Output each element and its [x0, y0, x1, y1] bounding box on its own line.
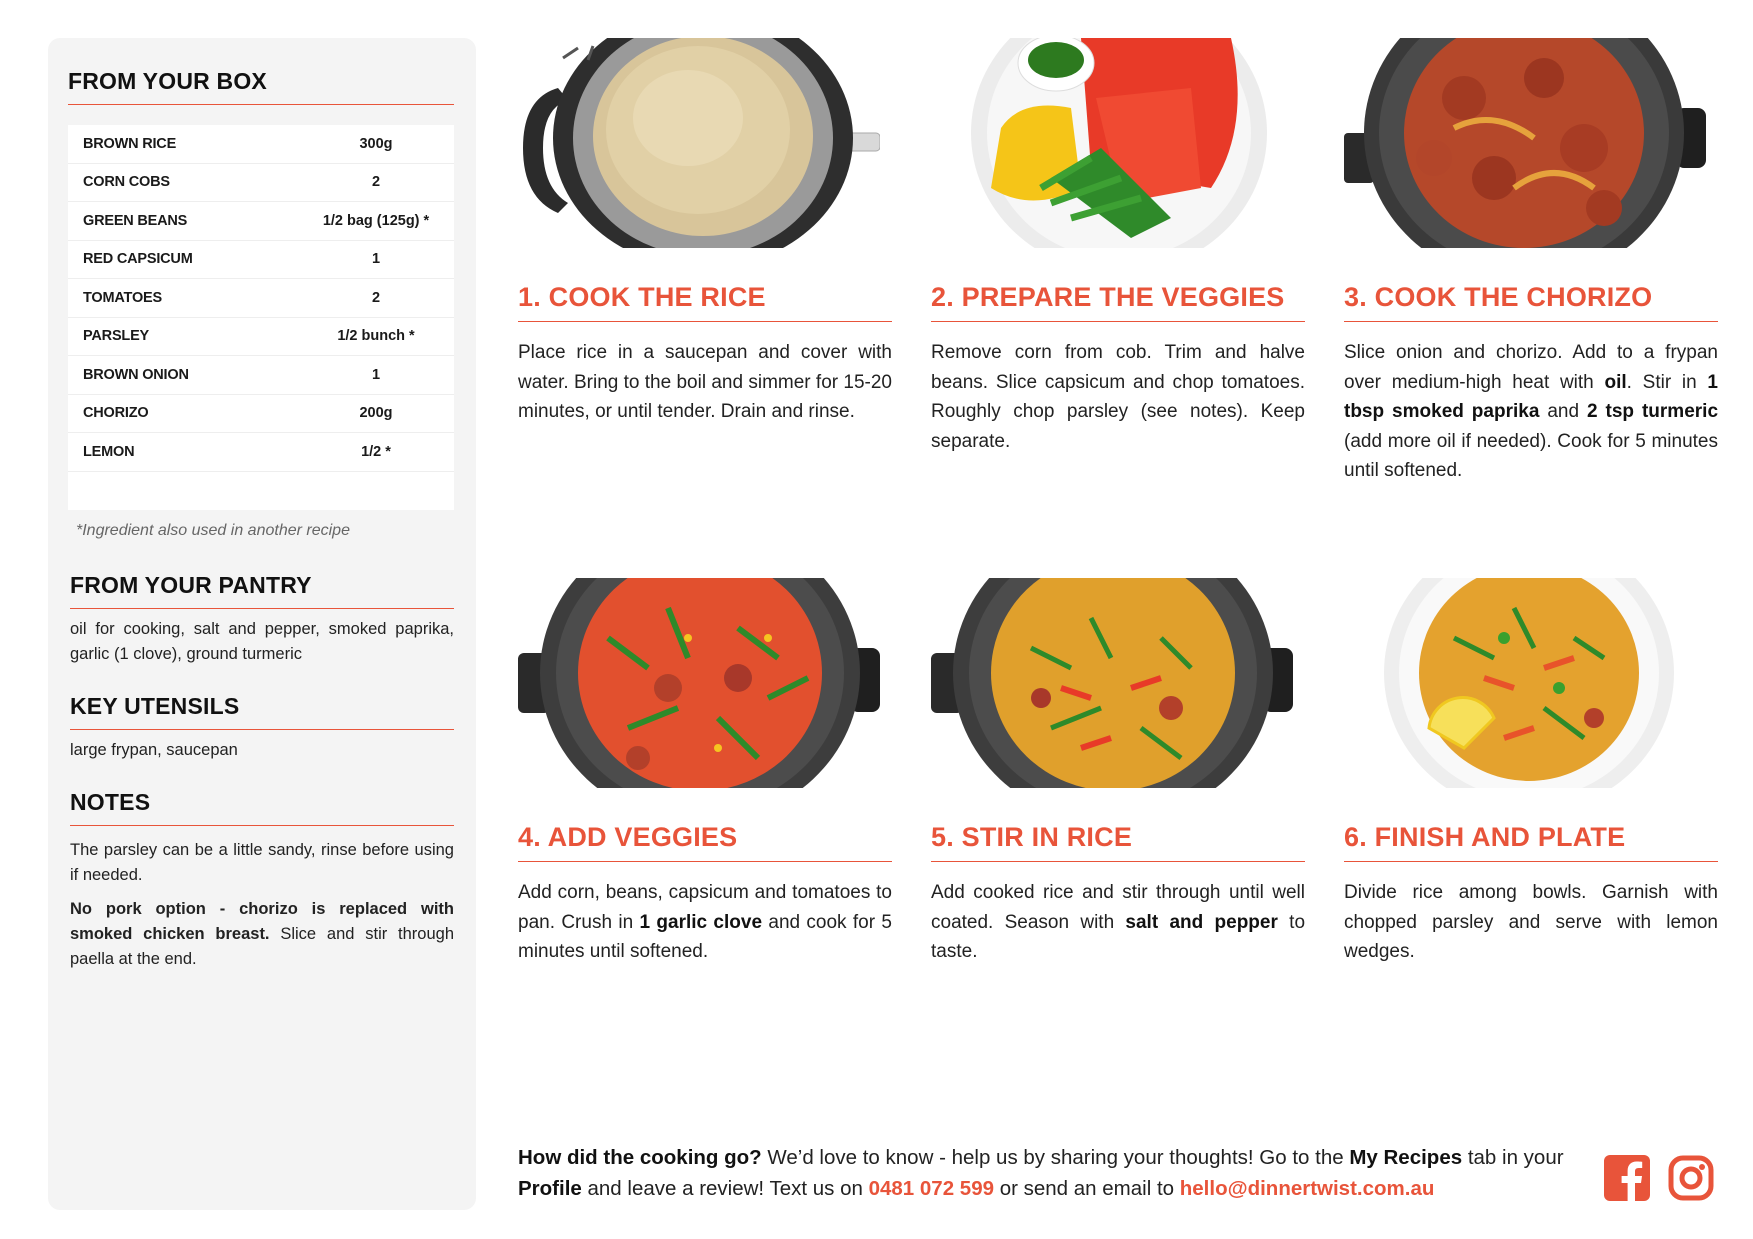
- step-3-text-part: (add more oil if needed). Cook for 5 minutes until softened.: [1344, 430, 1718, 481]
- step-3-text-part: and: [1539, 401, 1588, 422]
- step-6-photo: [1344, 578, 1706, 788]
- step-1-text: Place rice in a saucepan and cover with water. Bring to the boil and simmer for 15-20 minutes, or until tender. Drain and rinse.: [518, 342, 892, 422]
- ingredient-footnote: *Ingredient also used in another recipe: [76, 521, 350, 539]
- step-3-text: [1344, 338, 1718, 486]
- rice-strainer-image: [518, 38, 880, 248]
- step-5-seasoning: salt and pepper: [1125, 911, 1278, 933]
- ingredient-row: [68, 395, 454, 434]
- feedback-text: tab in your: [1462, 1146, 1564, 1169]
- instagram-icon[interactable]: [1668, 1155, 1714, 1201]
- feedback-question: How did the cooking go?: [518, 1146, 762, 1169]
- note-no-pork: [70, 897, 454, 972]
- step-3-title: 3. COOK THE CHORIZO: [1344, 282, 1718, 322]
- ingredient-name: BROWN RICE: [83, 135, 177, 152]
- ingredient-name: BROWN ONION: [83, 366, 189, 383]
- ingredient-row: [68, 356, 454, 395]
- utensils-text: large frypan, saucepan: [70, 740, 238, 759]
- ingredient-row: [68, 279, 454, 318]
- ingredient-name: CHORIZO: [83, 405, 149, 422]
- notes-heading: NOTES: [70, 789, 454, 826]
- pantry-text: oil for cooking, salt and pepper, smoked paprika, garlic (1 clove), ground turmeric: [70, 619, 454, 663]
- step-1: [518, 38, 892, 427]
- step-3-photo: [1344, 38, 1706, 248]
- step-3-text-part: Slice onion and chorizo. Add to a frypan over medium-high heat with: [1344, 342, 1718, 393]
- ingredient-row: [68, 125, 454, 164]
- feedback-text: or send an email to: [994, 1177, 1180, 1200]
- pantry-section: [68, 572, 454, 667]
- notes-section: [68, 789, 454, 972]
- step-3-turmeric: 2 tsp turmeric: [1587, 401, 1719, 422]
- step-5: [931, 578, 1305, 967]
- box-ingredient-table: [68, 125, 454, 510]
- step-3-paprika: 1 tbsp smoked paprika: [1344, 371, 1718, 422]
- step-5-title: 5. STIR IN RICE: [931, 822, 1305, 862]
- paella-bowl-image: [1344, 578, 1706, 788]
- step-5-text: [931, 878, 1305, 967]
- utensils-section: [68, 693, 454, 763]
- veggie-pan-image: [518, 578, 880, 788]
- ingredient-name: RED CAPSICUM: [83, 251, 193, 268]
- ingredient-name: GREEN BEANS: [83, 212, 188, 229]
- step-1-photo: [518, 38, 880, 248]
- ingredient-row: [68, 433, 454, 472]
- ingredients-sidebar: [48, 38, 476, 1210]
- step-4-text-part: and cook for 5 minutes until softened.: [518, 911, 892, 962]
- chorizo-pan-image: [1344, 38, 1706, 248]
- step-2: [931, 38, 1305, 456]
- ingredient-qty: 1: [371, 251, 381, 268]
- ingredient-qty: 300g: [359, 135, 393, 152]
- ingredient-name: PARSLEY: [83, 328, 150, 345]
- step-6: [1344, 578, 1718, 967]
- step-6-title: 6. FINISH AND PLATE: [1344, 822, 1718, 862]
- step-6-text: Divide rice among bowls. Garnish with chopped parsley and serve with lemon wedges.: [1344, 882, 1718, 962]
- utensils-heading: KEY UTENSILS: [70, 693, 454, 730]
- step-2-title: 2. PREPARE THE VEGGIES: [931, 282, 1305, 322]
- paella-pan-image: [931, 578, 1293, 788]
- step-4-text-part: Add corn, beans, capsicum and tomatoes to pan. Crush in: [518, 882, 892, 933]
- ingredient-row: [68, 318, 454, 357]
- feedback-footer: [518, 1142, 1578, 1204]
- step-5-text-part: to taste.: [931, 911, 1306, 962]
- step-4-text: [518, 878, 892, 967]
- ingredient-qty: 1/2 bunch *: [337, 328, 415, 345]
- ingredient-qty: 2: [371, 289, 381, 306]
- ingredient-qty: 1/2 *: [361, 443, 391, 460]
- ingredient-qty: 1: [371, 366, 381, 383]
- ingredient-row: [68, 241, 454, 280]
- profile-label: Profile: [518, 1177, 582, 1200]
- ingredient-qty: 2: [371, 174, 381, 191]
- facebook-icon[interactable]: [1604, 1155, 1650, 1201]
- step-1-title: 1. COOK THE RICE: [518, 282, 892, 322]
- step-4-title: 4. ADD VEGGIES: [518, 822, 892, 862]
- ingredient-name: LEMON: [83, 443, 135, 460]
- step-4-photo: [518, 578, 880, 788]
- step-4-garlic: 1 garlic clove: [639, 911, 763, 933]
- my-recipes-label: My Recipes: [1349, 1146, 1463, 1169]
- ingredient-qty: 1/2 bag (125g) *: [322, 212, 430, 229]
- email-link[interactable]: hello@dinnertwist.com.au: [1179, 1177, 1435, 1200]
- phone-number[interactable]: 0481 072 599: [868, 1177, 994, 1200]
- ingredient-row-empty: [68, 472, 454, 510]
- note-no-pork-bold: No pork option - chorizo is replaced with smoked chicken breast.: [70, 899, 454, 943]
- ingredient-name: TOMATOES: [83, 289, 162, 306]
- ingredient-name: CORN COBS: [83, 174, 170, 191]
- ingredient-row: [68, 164, 454, 203]
- ingredient-row: [68, 202, 454, 241]
- note-parsley: The parsley can be a little sandy, rinse before using if needed.: [70, 840, 454, 884]
- step-5-photo: [931, 578, 1293, 788]
- step-3-text-part: . Stir in: [1626, 371, 1708, 393]
- social-links: [1604, 1155, 1714, 1201]
- feedback-text: and leave a review! Text us on: [581, 1177, 869, 1200]
- step-3: [1344, 38, 1718, 486]
- feedback-text: We’d love to know - help us by sharing your thoughts! Go to the: [761, 1146, 1350, 1169]
- veggie-plate-image: [931, 38, 1293, 248]
- pantry-heading: FROM YOUR PANTRY: [70, 572, 454, 609]
- step-3-oil: oil: [1604, 371, 1627, 393]
- ingredient-qty: 200g: [359, 405, 393, 422]
- step-2-text: Remove corn from cob. Trim and halve beans. Slice capsicum and chop tomatoes. Roughly chop parsley (see notes). Keep separate.: [931, 342, 1305, 452]
- step-4: [518, 578, 892, 967]
- box-heading: FROM YOUR BOX: [68, 68, 454, 105]
- step-2-photo: [931, 38, 1293, 248]
- step-5-text-part: Add cooked rice and stir through until well coated. Season with: [931, 882, 1305, 933]
- note-no-pork-rest: Slice and stir through paella at the end.: [70, 924, 454, 968]
